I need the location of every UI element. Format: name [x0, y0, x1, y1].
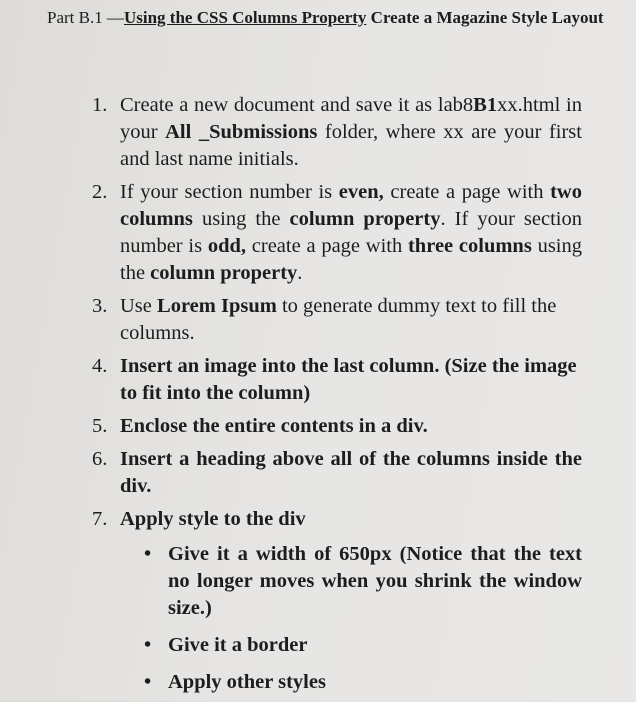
bullet-item-1: [120, 541, 582, 622]
item-text-bold: column property: [150, 262, 298, 284]
list-item-7: [92, 506, 582, 696]
item-text-bold: B1: [473, 94, 498, 116]
bullet-item-2: [120, 632, 582, 659]
item-number: 6.: [92, 448, 108, 470]
item-text: using the: [192, 208, 290, 230]
item-text-bold: even,: [338, 181, 384, 203]
item-text-bold: column property: [289, 208, 441, 230]
bullet-item-3: [120, 669, 582, 696]
item-text-bold: Lorem Ipsum: [157, 295, 277, 317]
section-title-rest: Create a Magazine Style Layout: [366, 8, 604, 27]
item-text-bold: Insert an image into the last column. (Size the image to fit into the column): [120, 355, 577, 404]
item-text: to generate dummy text to fill the columns.: [120, 295, 557, 344]
item-number: 7.: [92, 508, 108, 530]
item-text-bold: two columns: [120, 181, 582, 230]
list-item-1: [92, 92, 582, 173]
item-text-bold: Insert a heading above all of the columns inside the div.: [120, 448, 582, 497]
item-text-bold: All _Submissions: [165, 121, 318, 143]
section-heading: [47, 6, 607, 29]
list-item-4: [92, 353, 582, 407]
bullet-icon: •: [144, 671, 152, 693]
list-item-5: [92, 413, 582, 440]
item-text: using the: [120, 235, 582, 284]
item-text-bold: odd,: [207, 235, 247, 257]
item-text: .: [297, 262, 303, 284]
item-text: xx.html in your: [120, 94, 582, 143]
bullet-icon: •: [144, 634, 152, 656]
item-text: Create a new document and save it as lab8: [120, 94, 474, 116]
item-text: If your section number is: [120, 181, 339, 203]
item-text-bold: Apply style to the div: [120, 508, 306, 530]
item-text: . If your section number is: [120, 208, 582, 257]
part-label: Part B.1 —: [47, 8, 124, 27]
item-text-bold: three columns: [407, 235, 532, 257]
item-text: create a page with: [246, 235, 408, 257]
item-number: 1.: [92, 94, 108, 116]
bullet-icon: •: [144, 543, 152, 565]
bullet-text: Apply other styles: [168, 671, 326, 693]
item-text: Use: [120, 295, 158, 317]
item-number: 5.: [92, 415, 108, 437]
item-number: 3.: [92, 295, 108, 317]
item-number: 4.: [92, 355, 108, 377]
section-title-underlined: Using the CSS Columns Property: [123, 8, 367, 27]
item-text-bold: Enclose the entire contents in a div.: [120, 415, 428, 437]
bullet-text: Give it a width of 650px (Notice that the text no longer moves when you shrink the window size.): [168, 543, 582, 619]
list-item-6: [92, 446, 582, 500]
bullet-text: Give it a border: [168, 634, 308, 656]
item-text: create a page with: [383, 181, 551, 203]
item-text: folder, where xx are your first and last name initials.: [120, 121, 582, 170]
list-item-2: [92, 179, 582, 287]
instruction-list: [92, 92, 582, 702]
list-item-3: [92, 293, 582, 347]
item-number: 2.: [92, 181, 108, 203]
